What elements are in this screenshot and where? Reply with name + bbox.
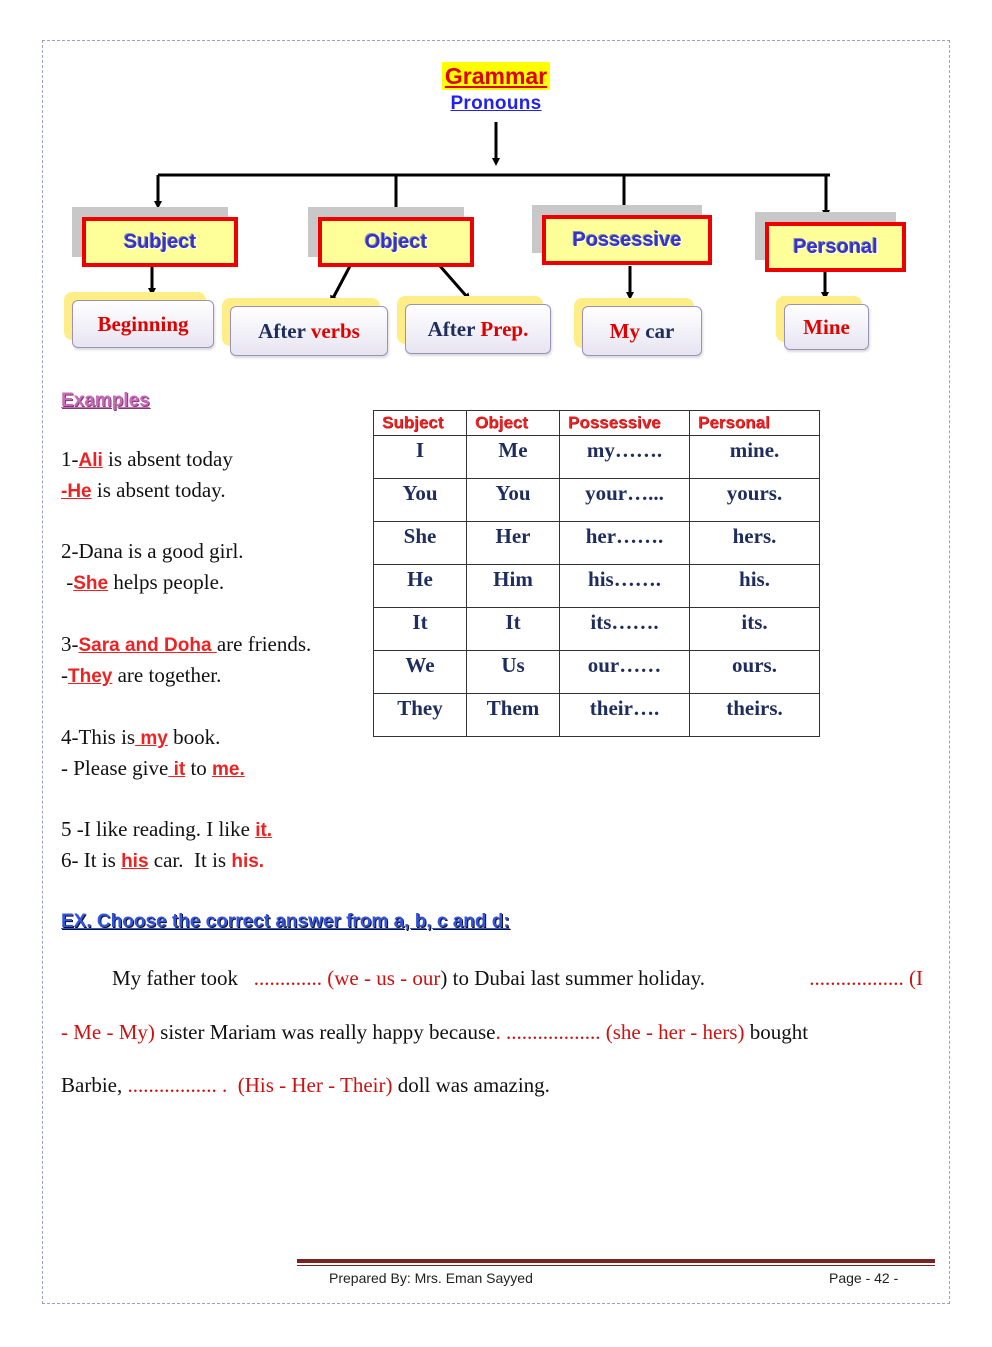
- table-cell: ours.: [690, 651, 820, 694]
- example-text: helps people.: [108, 570, 225, 594]
- exercise-line-3: [61, 1073, 550, 1098]
- usage-highlight: Prep.: [480, 316, 529, 341]
- examples-heading: Examples: [61, 390, 150, 411]
- exercise-text: ) to Dubai last summer holiday.: [440, 966, 716, 990]
- table-cell: He: [374, 565, 467, 608]
- table-header: Subject: [374, 411, 467, 436]
- example-pronoun: it.: [255, 820, 273, 841]
- exercise-text: doll was amazing.: [392, 1073, 550, 1097]
- example-line-10: [61, 845, 264, 877]
- usage-highlight: verbs: [310, 318, 360, 343]
- example-line-6: [61, 660, 221, 692]
- exercise-text: sister Mariam was really happy because: [154, 1020, 496, 1044]
- example-line-4: [61, 567, 224, 599]
- table-cell: your…...: [560, 479, 690, 522]
- table-row: [374, 608, 820, 651]
- page-title: Grammar: [442, 62, 550, 90]
- example-pronoun: my: [135, 728, 168, 749]
- example-pronoun: Sara and Doha: [78, 635, 217, 656]
- category-label: Object: [364, 230, 428, 253]
- table-header: Personal: [690, 411, 820, 436]
- example-text: -: [61, 663, 68, 687]
- table-cell: They: [374, 694, 467, 737]
- example-text: are together.: [112, 663, 222, 687]
- table-row: [374, 479, 820, 522]
- table-header-row: [374, 411, 820, 436]
- example-pronoun: She: [73, 573, 109, 594]
- usage-possessive: [582, 306, 702, 356]
- example-line-9: [61, 814, 272, 846]
- category-possessive: [542, 215, 712, 265]
- table-header: Object: [467, 411, 560, 436]
- example-pronoun: it: [168, 759, 186, 780]
- exercise-heading: EX. Choose the correct answer from a, b, c and d:: [61, 911, 510, 932]
- table-cell: She: [374, 522, 467, 565]
- usage-object-verbs: [230, 306, 388, 356]
- example-pronoun: his.: [231, 851, 265, 872]
- footer-rule-thin: [297, 1265, 935, 1266]
- exercise-options: . .................. (she - her - hers): [495, 1020, 745, 1044]
- table-cell: mine.: [690, 436, 820, 479]
- table-cell: his.: [690, 565, 820, 608]
- category-label: Personal: [793, 235, 878, 258]
- exercise-text: bought: [744, 1020, 809, 1044]
- table-cell: Him: [467, 565, 560, 608]
- usage-highlight: My: [609, 318, 640, 343]
- example-line-1: [61, 444, 233, 476]
- example-text: - Please give: [61, 756, 169, 780]
- usage-text: Mine: [803, 314, 850, 339]
- table-row: [374, 651, 820, 694]
- example-text: 5 -I like reading. I like: [61, 817, 256, 841]
- exercise-text: Barbie,: [61, 1073, 128, 1097]
- category-object: [318, 217, 474, 267]
- table-cell: yours.: [690, 479, 820, 522]
- example-line-8: [61, 753, 245, 785]
- table-cell: It: [374, 608, 467, 651]
- exercise-text: My father took: [112, 966, 254, 990]
- table-cell: its…….: [560, 608, 690, 651]
- table-cell: Me: [467, 436, 560, 479]
- category-personal: [765, 222, 906, 272]
- footer-page-number: Page - 42 -: [829, 1270, 899, 1286]
- example-text: 6- It is: [61, 848, 122, 872]
- category-subject: [82, 217, 238, 267]
- usage-text: After: [427, 316, 481, 341]
- table-cell: We: [374, 651, 467, 694]
- example-text: are friends.: [216, 632, 312, 656]
- example-text: to: [185, 756, 213, 780]
- exercise-line-2: [61, 1020, 808, 1045]
- example-line-7: [61, 722, 220, 754]
- example-pronoun: me.: [212, 759, 245, 780]
- example-pronoun: Ali: [78, 450, 103, 471]
- table-cell: my…….: [560, 436, 690, 479]
- page-subtitle: Pronouns: [450, 93, 542, 114]
- exercise-options: .................. (I: [809, 966, 923, 990]
- example-pronoun: his: [121, 851, 149, 872]
- exercise-options: ............. (we - us - our: [253, 966, 441, 990]
- footer-rule: [297, 1259, 935, 1263]
- example-text: is absent today: [102, 447, 233, 471]
- table-row: [374, 522, 820, 565]
- example-text: -: [61, 570, 74, 594]
- table-cell: Her: [467, 522, 560, 565]
- footer-prepared-by: Prepared By: Mrs. Eman Sayyed: [329, 1270, 533, 1286]
- example-text: 1-: [61, 447, 79, 471]
- exercise-line-1: [61, 966, 931, 991]
- example-text: 3-: [61, 632, 79, 656]
- table-cell: our……: [560, 651, 690, 694]
- arrow-object-use-2: [440, 266, 468, 298]
- category-label: Subject: [123, 230, 197, 253]
- usage-object-prep: [405, 304, 551, 354]
- table-cell: It: [467, 608, 560, 651]
- table-cell: theirs.: [690, 694, 820, 737]
- example-text: is absent today.: [91, 478, 226, 502]
- usage-text: After: [258, 318, 311, 343]
- example-text: 2-Dana is a good girl.: [61, 539, 244, 563]
- arrow-object-use-1: [332, 266, 350, 300]
- table-cell: hers.: [690, 522, 820, 565]
- table-cell: You: [467, 479, 560, 522]
- table-cell: Them: [467, 694, 560, 737]
- example-line-3: [61, 536, 244, 567]
- table-row: [374, 694, 820, 737]
- example-line-2: [61, 475, 226, 507]
- usage-text: car: [639, 318, 675, 343]
- table-cell: their….: [560, 694, 690, 737]
- table-cell: his…….: [560, 565, 690, 608]
- example-text: car. It is: [148, 848, 232, 872]
- usage-text: Beginning: [97, 311, 189, 336]
- usage-personal: [784, 304, 869, 350]
- table-cell: You: [374, 479, 467, 522]
- category-label: Possessive: [572, 228, 682, 251]
- example-line-5: [61, 629, 311, 661]
- example-pronoun: They: [68, 666, 113, 687]
- table-row: [374, 436, 820, 479]
- exercise-options: - Me - My): [61, 1020, 155, 1044]
- usage-subject: [72, 300, 214, 348]
- table-row: [374, 565, 820, 608]
- table-cell: her…….: [560, 522, 690, 565]
- exercise-options: ................. . (His - Her - Their): [127, 1073, 393, 1097]
- example-text: book.: [167, 725, 221, 749]
- example-text: 4-This is: [61, 725, 136, 749]
- table-cell: Us: [467, 651, 560, 694]
- table-header: Possessive: [560, 411, 690, 436]
- table-cell: its.: [690, 608, 820, 651]
- example-pronoun: -He: [61, 481, 92, 502]
- pronoun-table: [373, 410, 820, 737]
- table-cell: I: [374, 436, 467, 479]
